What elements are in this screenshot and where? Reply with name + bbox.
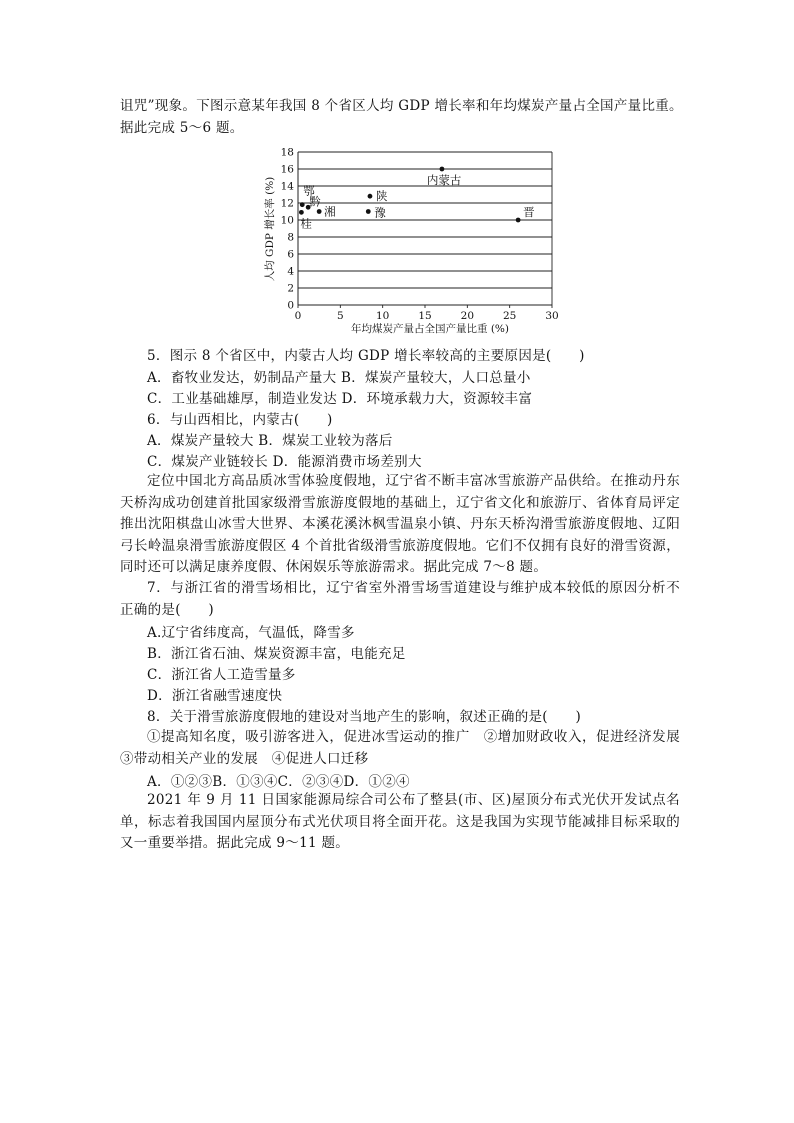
- data-point-桂: [299, 210, 304, 215]
- point-label: 鄂: [303, 183, 315, 198]
- y-tick-label: 8: [287, 231, 294, 244]
- y-tick-label: 12: [280, 197, 294, 210]
- data-point-湘: [317, 209, 322, 214]
- chart-ticks: [281, 147, 559, 323]
- point-label: 黔: [309, 194, 321, 209]
- y-tick-label: 18: [280, 146, 294, 159]
- scatter-chart: [255, 140, 575, 340]
- y-tick-label: 2: [287, 282, 294, 295]
- x-tick-label: 25: [502, 310, 517, 322]
- passage-liaoning-skiing: 定位中国北方高品质冰雪体验度假地，辽宁省不断丰富冰雪旅游产品供给。在推动丹东天桥沟成功创建首批国家级滑雪旅游度假地的基础上，辽宁省文化和旅游厅、省体育局评定推出沈阳棋盘山冰雪大世界、本溪花溪沐枫雪温泉小镇、丹东天桥沟滑雪旅游度假地、辽阳弓长岭温泉滑雪旅游度假区 4 个首批省级滑雪旅游度假地。它们不仅拥有良好的滑雪资源，同时还可以满足康养度假、休闲娱乐等旅游需求。据此完成 7～8 题。: [120, 473, 680, 575]
- y-axis-label: 人均 GDP 增长率 (%): [264, 176, 276, 282]
- intro-line-1: 诅咒”现象。下图示意某年我国 8 个省区人均 GDP 增长率和年均煤炭产量占全国产量比重。: [120, 98, 683, 114]
- question-5-options-cd: C．工业基础雄厚，制造业发达 D．环境承载力大，资源较丰富: [147, 391, 533, 407]
- y-tick-label: 6: [287, 248, 294, 261]
- question-6-options-ab: A．煤炭产量较大 B．煤炭工业较为落后: [147, 433, 393, 449]
- question-5-options-ab: A．畜牧业发达，奶制品产量大 B．煤炭产量较大，人口总量小: [147, 370, 531, 386]
- point-label: 内蒙古: [426, 173, 462, 187]
- data-point-陕: [368, 194, 373, 199]
- chart-grid: [298, 152, 552, 288]
- x-tick-label: 30: [545, 310, 559, 322]
- y-tick-label: 14: [280, 180, 294, 193]
- point-label: 晋: [523, 205, 535, 219]
- question-5-stem: 5．图示 8 个省区中，内蒙古人均 GDP 增长率较高的主要原因是( ): [147, 348, 585, 364]
- point-label: 湘: [324, 204, 336, 219]
- x-axis-label: 年均煤炭产量占全国产量比重 (%): [350, 323, 510, 335]
- data-point-鄂: [300, 202, 305, 207]
- data-point-晋: [516, 218, 521, 223]
- question-6-stem: 6．与山西相比，内蒙古( ): [147, 412, 333, 428]
- question-7-option-a: A.辽宁省纬度高，气温低，降雪多: [147, 625, 355, 641]
- x-tick-label: 10: [375, 310, 390, 322]
- chart-points: [299, 167, 535, 231]
- y-tick-label: 0: [287, 299, 294, 312]
- x-tick-label: 0: [294, 310, 302, 322]
- question-7-stem: 7．与浙江省的滑雪场相比，辽宁省室外滑雪场雪道建设与维护成本较低的原因分析不正确的是( ): [120, 580, 680, 618]
- data-point-内蒙古: [440, 167, 445, 172]
- question-6-options-cd: C．煤炭产业链较长 D．能源消费市场差别大: [147, 454, 422, 470]
- passage-solar-pilot: 2021 年 9 月 11 日国家能源局综合司公布了整县(市、区)屋顶分布式光伏开发试点名单，标志着我国国内屋顶分布式光伏项目将全面开花。这是我国为实现节能减排目标采取的又一重要举措。据此完成 9～11 题。: [120, 792, 680, 851]
- point-label: 豫: [374, 205, 386, 220]
- question-7-option-c: C．浙江省人工造雪量多: [147, 667, 296, 683]
- y-tick-label: 4: [287, 265, 294, 278]
- chart-axes: [298, 152, 552, 305]
- question-7-option-b: B．浙江省石油、煤炭资源丰富，电能充足: [147, 646, 406, 662]
- y-tick-label: 10: [280, 214, 294, 227]
- intro-line-2: 据此完成 5～6 题。: [120, 120, 244, 136]
- x-tick-label: 15: [418, 310, 432, 322]
- question-8-items: ①提高知名度，吸引游客进入，促进冰雪运动的推广 ②增加财政收入，促进经济发展③带动相关产业的发展 ④促进人口迁移: [120, 729, 680, 767]
- x-tick-label: 20: [460, 310, 475, 322]
- question-8-stem: 8．关于滑雪旅游度假地的建设对当地产生的影响，叙述正确的是( ): [147, 709, 582, 725]
- y-tick-label: 16: [280, 163, 294, 176]
- point-label: 陕: [375, 189, 388, 204]
- point-label: 桂: [300, 216, 312, 231]
- question-7-option-d: D．浙江省融雪速度快: [147, 688, 283, 704]
- question-8-options: A．①②③B．①③④C．②③④D．①②④: [147, 774, 410, 790]
- x-tick-label: 5: [336, 310, 344, 322]
- data-point-豫: [366, 209, 371, 214]
